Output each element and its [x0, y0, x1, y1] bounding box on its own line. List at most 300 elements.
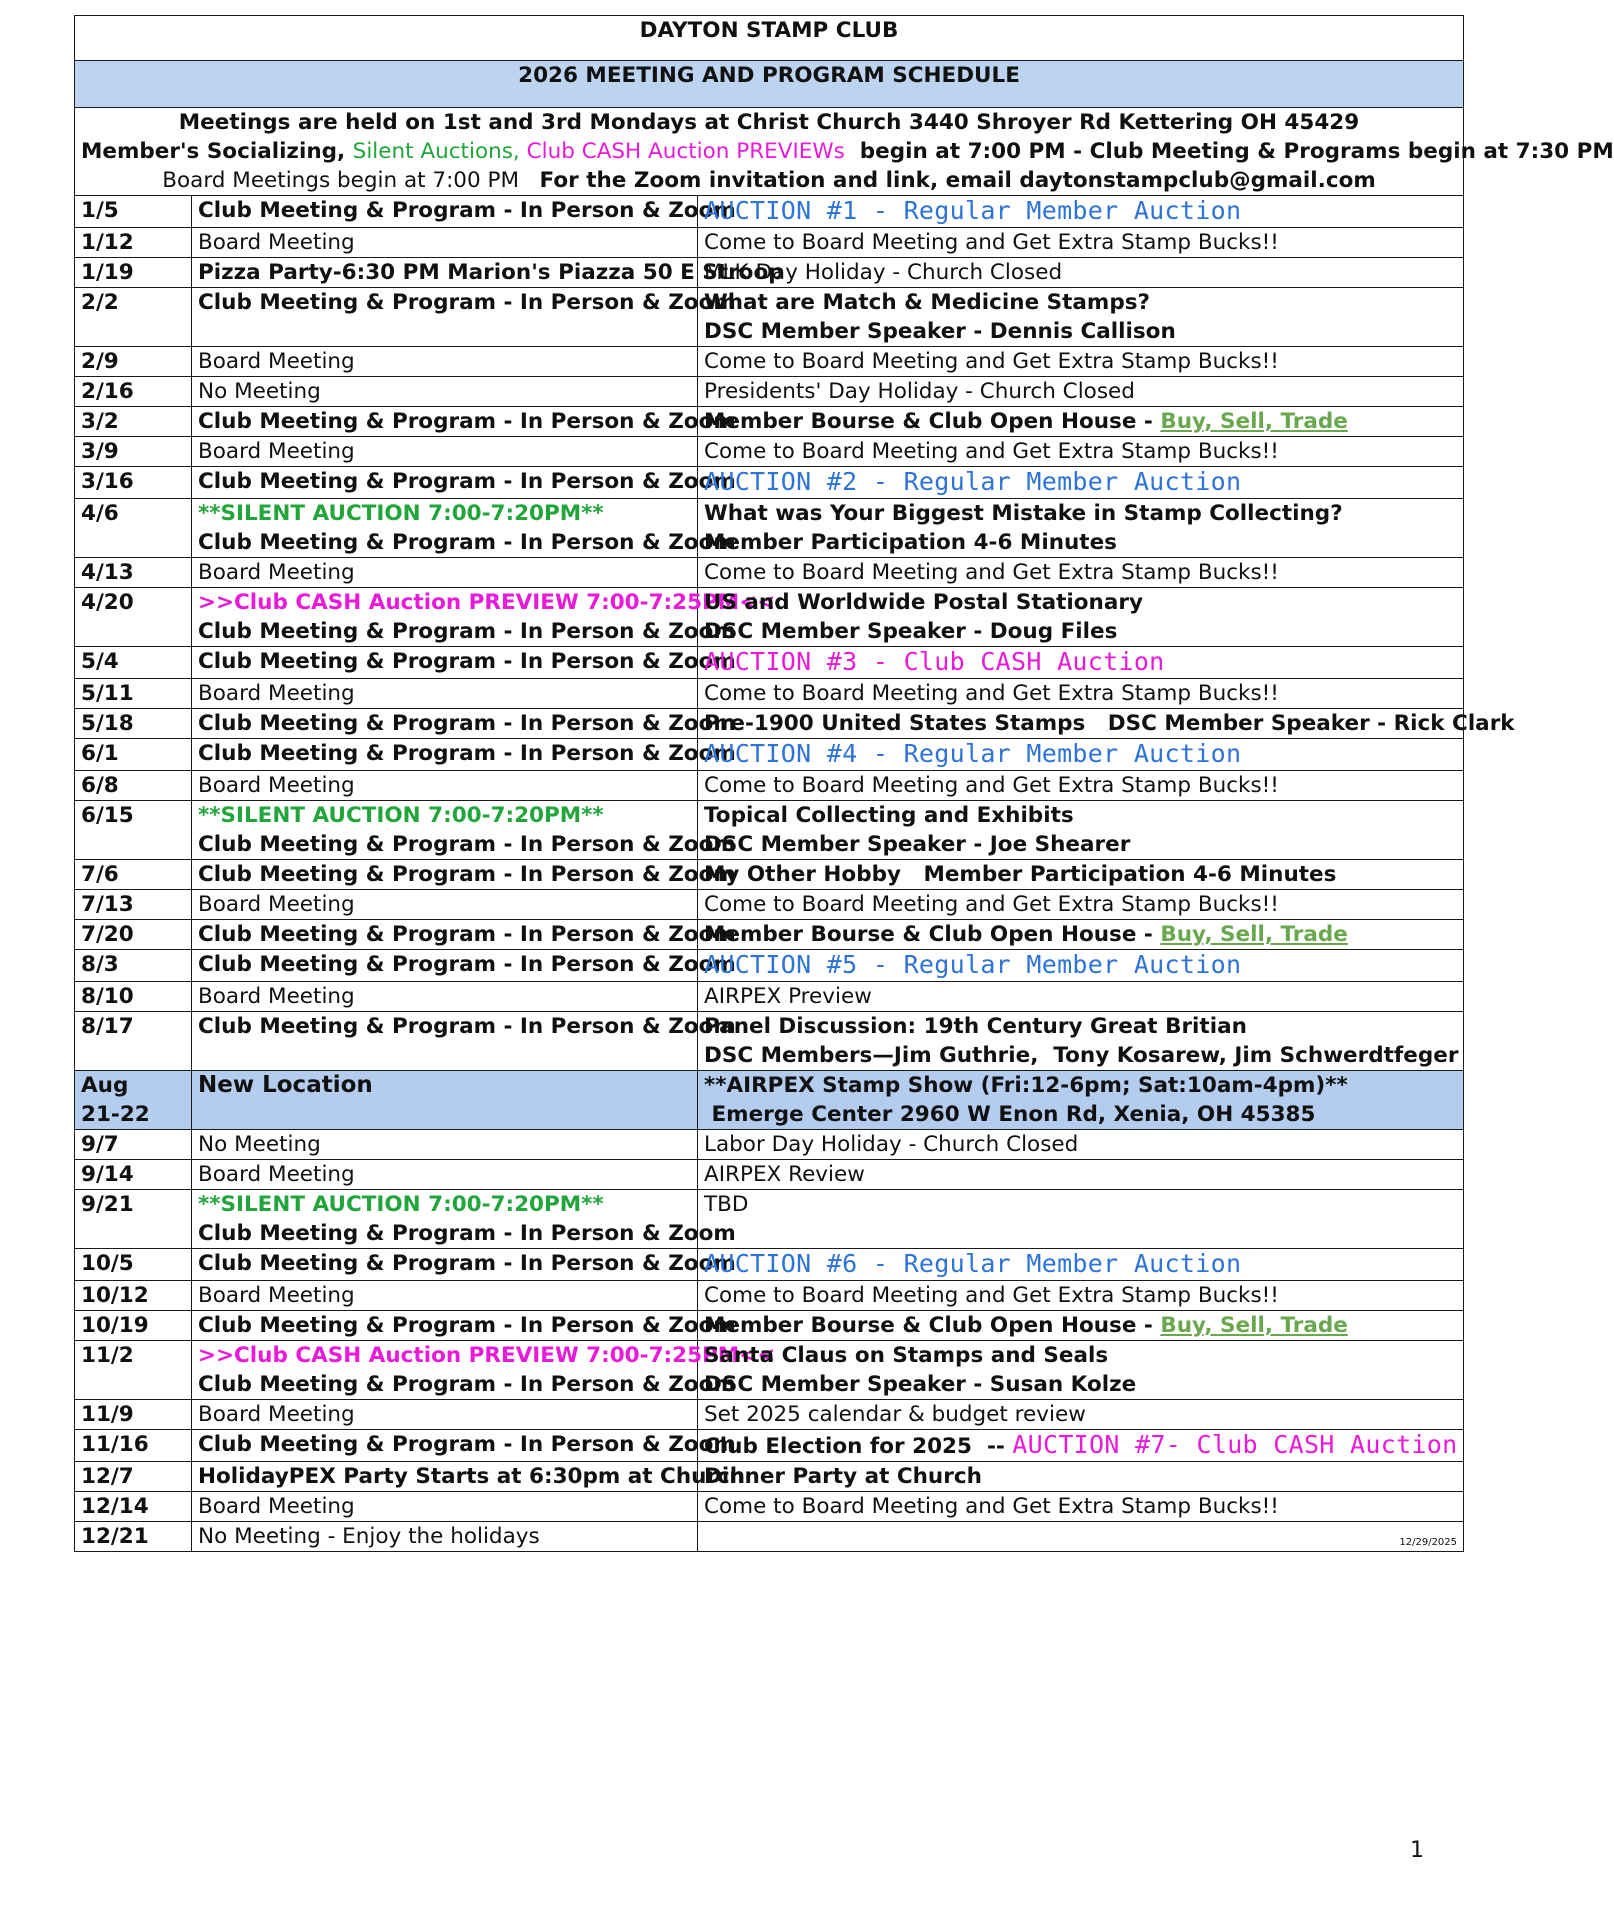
program-line: [704, 258, 1457, 287]
row-event: [192, 1430, 736, 1462]
row-program: [698, 558, 1464, 588]
program-text: TBD: [704, 1192, 749, 1217]
row-program: [698, 437, 1464, 467]
row-program: [698, 196, 1464, 228]
program-line: [704, 1311, 1457, 1340]
meeting-info: [75, 108, 1614, 196]
row-date-line: 6/15: [81, 803, 134, 828]
row-program: [698, 377, 1464, 407]
auction-label: AUCTION #2 - Regular Member Auction: [704, 467, 1242, 496]
row-date-line: 7/20: [81, 922, 134, 947]
schedule-row: [75, 1462, 1464, 1492]
program-line: [704, 1370, 1457, 1399]
row-event: [192, 1492, 698, 1522]
info-start-times: begin at 7:00 PM - Club Meeting & Programs begin at 7:30 PM: [844, 139, 1614, 164]
event-line: Club Meeting & Program - In Person & Zoom: [198, 952, 736, 977]
schedule-row: [75, 228, 1464, 258]
row-program: [698, 1311, 1464, 1341]
row-event: [192, 1130, 698, 1160]
event-line: Board Meeting: [198, 892, 355, 917]
event-line: Club Meeting & Program - In Person & Zoom: [198, 1014, 736, 1039]
event-line: Club Meeting & Program - In Person & Zoom: [198, 1313, 736, 1338]
program-text: Labor Day Holiday - Church Closed: [704, 1132, 1079, 1157]
row-event: [192, 679, 698, 709]
row-date-line: 7/13: [81, 892, 134, 917]
program-text: US and Worldwide Postal Stationary: [704, 590, 1143, 615]
program-line: [704, 437, 1457, 466]
program-line: [704, 1012, 1457, 1041]
program-text: Come to Board Meeting and Get Extra Stamp Bucks!!: [704, 1494, 1279, 1519]
row-program: [698, 588, 1464, 647]
program-text: Member Bourse & Club Open House -: [704, 409, 1161, 434]
info-zoom-contact: For the Zoom invitation and link, email daytonstampclub@gmail.com: [539, 168, 1376, 193]
row-date-line: 11/2: [81, 1343, 134, 1368]
program-text: Presidents' Day Holiday - Church Closed: [704, 379, 1135, 404]
row-date: [75, 950, 192, 982]
row-date-line: 2/9: [81, 349, 119, 374]
event-line: HolidayPEX Party Starts at 6:30pm at Church: [198, 1464, 746, 1489]
row-date: [75, 1311, 192, 1341]
program-text: What are Match & Medicine Stamps?: [704, 290, 1150, 315]
program-line: [704, 528, 1457, 557]
event-line: >>Club CASH Auction PREVIEW 7:00-7:25PM<<: [198, 590, 776, 615]
program-text: DSC Member Speaker - Dennis Callison: [704, 319, 1176, 344]
row-date-line: 10/19: [81, 1313, 149, 1338]
row-date-line: 8/10: [81, 984, 134, 1009]
event-line: Club Meeting & Program - In Person & Zoom: [198, 530, 736, 555]
event-line: Board Meeting: [198, 1494, 355, 1519]
event-line: Board Meeting: [198, 984, 355, 1009]
row-date-line: 10/12: [81, 1283, 149, 1308]
row-date: [75, 1430, 192, 1462]
row-date-line: 5/4: [81, 649, 119, 674]
event-line: Board Meeting: [198, 1162, 355, 1187]
row-date: [75, 982, 192, 1012]
schedule-row: [75, 709, 1464, 739]
program-line: [704, 1249, 1457, 1280]
schedule-row: [75, 347, 1464, 377]
row-date: [75, 407, 192, 437]
program-line: [704, 709, 1515, 738]
info-times: [81, 137, 1614, 166]
club-name: DAYTON STAMP CLUB: [75, 16, 1464, 61]
program-text: Member Bourse & Club Open House -: [704, 1313, 1161, 1338]
program-line: [704, 196, 1457, 227]
row-date-line: 9/7: [81, 1132, 119, 1157]
schedule-row: [75, 1249, 1464, 1281]
program-text: Panel Discussion: 19th Century Great Britian: [704, 1014, 1247, 1039]
program-line: [704, 920, 1457, 949]
event-line: Board Meeting: [198, 1402, 355, 1427]
program-text: AIRPEX Preview: [704, 984, 872, 1009]
row-program: [698, 920, 1464, 950]
program-line: [704, 950, 1457, 981]
row-program: [698, 467, 1464, 499]
row-event: [192, 1311, 736, 1341]
row-program: [698, 1522, 1464, 1552]
schedule-row: [75, 1492, 1464, 1522]
row-program: [698, 288, 1464, 347]
event-line: Club Meeting & Program - In Person & Zoom: [198, 922, 736, 947]
row-date-line: 1/5: [81, 198, 119, 223]
row-program: [698, 407, 1464, 437]
row-date: [75, 499, 192, 558]
page-number: 1: [1410, 1838, 1424, 1863]
row-date: [75, 1012, 192, 1071]
row-event: [192, 1160, 698, 1190]
row-program: [698, 228, 1464, 258]
program-line: [704, 801, 1457, 830]
row-program: [698, 860, 1464, 890]
row-program: [698, 739, 1464, 771]
row-date: [75, 196, 192, 228]
row-program: [698, 1071, 1464, 1130]
row-date-line: Aug: [81, 1073, 129, 1098]
row-event: [192, 288, 736, 347]
program-text: Dinner Party at Church: [704, 1464, 982, 1489]
row-program: [698, 1400, 1464, 1430]
program-text: Club Election for 2025 --: [704, 1434, 1013, 1459]
schedule-row: [75, 1160, 1464, 1190]
program-line: [704, 407, 1457, 436]
row-program: [698, 1341, 1464, 1400]
row-date: [75, 890, 192, 920]
row-event: [192, 558, 698, 588]
row-date: [75, 1130, 192, 1160]
schedule-row: [75, 950, 1464, 982]
program-text: Come to Board Meeting and Get Extra Stamp Bucks!!: [704, 892, 1279, 917]
row-date-line: 7/6: [81, 862, 119, 887]
row-date-line: 3/16: [81, 469, 134, 494]
event-line: Board Meeting: [198, 1283, 355, 1308]
row-event: [192, 1249, 736, 1281]
program-line: [704, 588, 1457, 617]
event-line: Club Meeting & Program - In Person & Zoom: [198, 832, 736, 857]
row-date: [75, 558, 192, 588]
row-date: [75, 1249, 192, 1281]
row-date-line: 2/2: [81, 290, 119, 315]
event-line: Board Meeting: [198, 560, 355, 585]
row-date-line: 4/20: [81, 590, 134, 615]
auction-label: AUCTION #6 - Regular Member Auction: [704, 1249, 1242, 1278]
row-date: [75, 258, 192, 288]
row-date-line: 8/3: [81, 952, 119, 977]
row-event: [192, 499, 736, 558]
event-line: No Meeting: [198, 1132, 321, 1157]
program-line: [704, 982, 1457, 1011]
row-date-line: 9/21: [81, 1192, 134, 1217]
schedule-row: [75, 679, 1464, 709]
program-text: DSC Member Speaker - Doug Files: [704, 619, 1118, 644]
event-line: Club Meeting & Program - In Person & Zoom: [198, 649, 736, 674]
event-line: Club Meeting & Program - In Person & Zoom: [198, 198, 736, 223]
row-date-line: 2/16: [81, 379, 134, 404]
row-event: [192, 437, 698, 467]
program-text: Santa Claus on Stamps and Seals: [704, 1343, 1109, 1368]
row-program: [698, 771, 1464, 801]
schedule-row: [75, 801, 1464, 860]
row-event: [192, 1462, 746, 1492]
row-event: [192, 196, 736, 228]
info-row: [75, 108, 1464, 196]
program-text: AIRPEX Review: [704, 1162, 865, 1187]
row-date-line: 3/2: [81, 409, 119, 434]
program-line: [704, 679, 1457, 708]
event-line: Club Meeting & Program - In Person & Zoom: [198, 290, 736, 315]
program-line: [704, 1462, 1457, 1491]
row-event: [192, 228, 698, 258]
event-line: Board Meeting: [198, 349, 355, 374]
program-text: Topical Collecting and Exhibits: [704, 803, 1074, 828]
row-program: [698, 1249, 1464, 1281]
row-date: [75, 647, 192, 679]
row-event: [192, 258, 784, 288]
row-program: [698, 890, 1464, 920]
revision-date: 12/29/2025: [1399, 1537, 1458, 1548]
program-line: [704, 1430, 1457, 1461]
schedule-row: [75, 771, 1464, 801]
row-program: [698, 1130, 1464, 1160]
schedule-row: [75, 196, 1464, 228]
schedule-row: [75, 1341, 1464, 1400]
program-text: Pre-1900 United States Stamps DSC Member Speaker - Rick Clark: [704, 711, 1515, 736]
event-line: Board Meeting: [198, 773, 355, 798]
schedule-row: [75, 377, 1464, 407]
auction-label: AUCTION #1 - Regular Member Auction: [704, 196, 1242, 225]
program-text: **AIRPEX Stamp Show (Fri:12-6pm; Sat:10am-4pm)**: [704, 1073, 1348, 1098]
row-date: [75, 1341, 192, 1400]
program-text: DSC Member Speaker - Susan Kolze: [704, 1372, 1137, 1397]
schedule-title: 2026 MEETING AND PROGRAM SCHEDULE: [75, 61, 1464, 108]
row-event: [192, 347, 698, 377]
schedule-row: [75, 1071, 1464, 1130]
row-event: [192, 647, 736, 679]
schedule-table: [74, 15, 1614, 1552]
program-line: [704, 499, 1457, 528]
program-line: [704, 647, 1457, 678]
row-program: [698, 1492, 1464, 1522]
row-event: [192, 982, 698, 1012]
buy-sell-trade-link[interactable]: Buy, Sell, Trade: [1160, 922, 1348, 947]
row-date: [75, 1071, 192, 1130]
program-line: [704, 1160, 1457, 1189]
program-line: [704, 347, 1457, 376]
row-program: [698, 1012, 1464, 1071]
program-line: [704, 1400, 1457, 1429]
row-date: [75, 1522, 192, 1552]
row-date: [75, 679, 192, 709]
program-line: [704, 1492, 1457, 1521]
row-program: [698, 1430, 1464, 1462]
row-date: [75, 228, 192, 258]
schedule-row: [75, 467, 1464, 499]
row-program: [698, 647, 1464, 679]
program-text: MLK Day Holiday - Church Closed: [704, 260, 1063, 285]
row-date-line: 12/14: [81, 1494, 149, 1519]
row-date: [75, 801, 192, 860]
auction-label: AUCTION #5 - Regular Member Auction: [704, 950, 1242, 979]
program-line: [704, 288, 1457, 317]
row-event: [192, 739, 736, 771]
event-line: Club Meeting & Program - In Person & Zoom: [198, 619, 736, 644]
buy-sell-trade-link[interactable]: Buy, Sell, Trade: [1160, 409, 1348, 434]
event-line: Club Meeting & Program - In Person & Zoom: [198, 711, 736, 736]
row-event: [192, 407, 736, 437]
program-line: [704, 1100, 1457, 1129]
row-date: [75, 1160, 192, 1190]
info-board-time: Board Meetings begin at 7:00 PM: [162, 168, 520, 193]
row-date: [75, 709, 192, 739]
program-line: [704, 1071, 1457, 1100]
row-date-line: 9/14: [81, 1162, 134, 1187]
program-text: Come to Board Meeting and Get Extra Stamp Bucks!!: [704, 681, 1279, 706]
row-program: [698, 1190, 1464, 1249]
schedule-row: [75, 407, 1464, 437]
program-line: [704, 467, 1457, 498]
row-date-line: 12/7: [81, 1464, 134, 1489]
schedule-row: [75, 1130, 1464, 1160]
row-program: [698, 258, 1464, 288]
program-text: What was Your Biggest Mistake in Stamp Collecting?: [704, 501, 1343, 526]
row-date: [75, 1281, 192, 1311]
program-line: [704, 377, 1457, 406]
program-text: Come to Board Meeting and Get Extra Stamp Bucks!!: [704, 1283, 1279, 1308]
row-date-line: 8/17: [81, 1014, 134, 1039]
row-date-line: 12/21: [81, 1524, 149, 1549]
schedule-row: [75, 890, 1464, 920]
program-line: [704, 1041, 1457, 1070]
row-program: [698, 1160, 1464, 1190]
program-text: Come to Board Meeting and Get Extra Stamp Bucks!!: [704, 773, 1279, 798]
row-date-line: 4/6: [81, 501, 119, 526]
row-date: [75, 1462, 192, 1492]
event-line: Club Meeting & Program - In Person & Zoom: [198, 1432, 736, 1457]
program-line: [704, 739, 1457, 770]
program-line: [704, 317, 1457, 346]
row-event: [192, 377, 698, 407]
schedule-row: [75, 1430, 1464, 1462]
row-date-line: 5/18: [81, 711, 134, 736]
event-line: Club Meeting & Program - In Person & Zoom: [198, 741, 736, 766]
row-date-line: 4/13: [81, 560, 134, 585]
row-event: [192, 771, 698, 801]
program-text: Emerge Center 2960 W Enon Rd, Xenia, OH 45385: [704, 1102, 1316, 1127]
program-text: Come to Board Meeting and Get Extra Stamp Bucks!!: [704, 349, 1279, 374]
program-line: [704, 830, 1457, 859]
row-program: [698, 982, 1464, 1012]
info-board: [81, 166, 1457, 195]
row-date: [75, 467, 192, 499]
schedule-row: [75, 739, 1464, 771]
row-date-line: 5/11: [81, 681, 134, 706]
program-text: Member Bourse & Club Open House -: [704, 922, 1161, 947]
info-location: Meetings are held on 1st and 3rd Mondays at Christ Church 3440 Shroyer Rd Kettering OH 45429: [178, 110, 1360, 135]
program-text: My Other Hobby Member Participation 4-6 Minutes: [704, 862, 1337, 887]
row-event: [192, 1522, 698, 1552]
program-text: Member Participation 4-6 Minutes: [704, 530, 1117, 555]
row-event: [192, 860, 736, 890]
row-date-line: 21-22: [81, 1102, 150, 1127]
schedule-row: [75, 1281, 1464, 1311]
row-event: [192, 709, 736, 739]
row-program: [698, 1281, 1464, 1311]
event-line: Club Meeting & Program - In Person & Zoom: [198, 1372, 736, 1397]
event-line: Club Meeting & Program - In Person & Zoom: [198, 862, 736, 887]
row-event: [192, 1281, 698, 1311]
schedule-row: [75, 860, 1464, 890]
buy-sell-trade-link[interactable]: Buy, Sell, Trade: [1160, 1313, 1348, 1338]
program-text: DSC Members—Jim Guthrie, Tony Kosarew, Jim Schwerdtfeger: [704, 1043, 1459, 1068]
program-line: [704, 558, 1457, 587]
event-line: >>Club CASH Auction PREVIEW 7:00-7:25PM<<: [198, 1343, 776, 1368]
auction-label: AUCTION #7- Club CASH Auction: [1012, 1430, 1458, 1459]
schedule-row: [75, 1311, 1464, 1341]
program-line: [704, 771, 1457, 800]
program-text: Come to Board Meeting and Get Extra Stamp Bucks!!: [704, 230, 1279, 255]
schedule-row: [75, 1522, 1464, 1552]
row-date: [75, 288, 192, 347]
row-date: [75, 860, 192, 890]
row-date-line: 1/19: [81, 260, 134, 285]
program-text: DSC Member Speaker - Joe Shearer: [704, 832, 1131, 857]
row-date: [75, 1492, 192, 1522]
row-event: [192, 890, 698, 920]
row-date: [75, 739, 192, 771]
schedule-row: [75, 558, 1464, 588]
row-event: [192, 920, 736, 950]
subtitle-row: [75, 61, 1464, 108]
program-text: Come to Board Meeting and Get Extra Stamp Bucks!!: [704, 560, 1279, 585]
event-line: No Meeting: [198, 379, 321, 404]
row-date: [75, 920, 192, 950]
row-program: [698, 1462, 1464, 1492]
program-line: [704, 617, 1457, 646]
row-program: [698, 347, 1464, 377]
row-date-line: 6/1: [81, 741, 119, 766]
event-line: No Meeting - Enjoy the holidays: [198, 1524, 540, 1549]
event-line: Club Meeting & Program - In Person & Zoom: [198, 1221, 736, 1246]
row-date-line: 6/8: [81, 773, 119, 798]
program-line: [704, 1190, 1457, 1219]
row-program: [698, 950, 1464, 982]
program-line: [704, 890, 1457, 919]
event-line: New Location: [198, 1072, 373, 1098]
row-event: [192, 1400, 698, 1430]
row-event: [192, 1341, 776, 1400]
event-line: Board Meeting: [198, 230, 355, 255]
event-line: Board Meeting: [198, 681, 355, 706]
auction-label: AUCTION #4 - Regular Member Auction: [704, 739, 1242, 768]
event-line: **SILENT AUCTION 7:00-7:20PM**: [198, 1192, 604, 1217]
program-line: [704, 860, 1457, 889]
row-date: [75, 771, 192, 801]
program-line: [704, 1341, 1457, 1370]
row-date: [75, 1190, 192, 1249]
row-date-line: 3/9: [81, 439, 119, 464]
row-date: [75, 377, 192, 407]
row-date: [75, 347, 192, 377]
row-date: [75, 1400, 192, 1430]
event-line: Pizza Party-6:30 PM Marion's Piazza 50 E Stroop: [198, 260, 784, 285]
row-date-line: 11/16: [81, 1432, 149, 1457]
program-line: [704, 228, 1457, 257]
schedule-row: [75, 982, 1464, 1012]
schedule-row: [75, 258, 1464, 288]
row-date-line: 11/9: [81, 1402, 134, 1427]
event-line: **SILENT AUCTION 7:00-7:20PM**: [198, 803, 604, 828]
row-event: [192, 467, 736, 499]
row-program: [698, 801, 1464, 860]
